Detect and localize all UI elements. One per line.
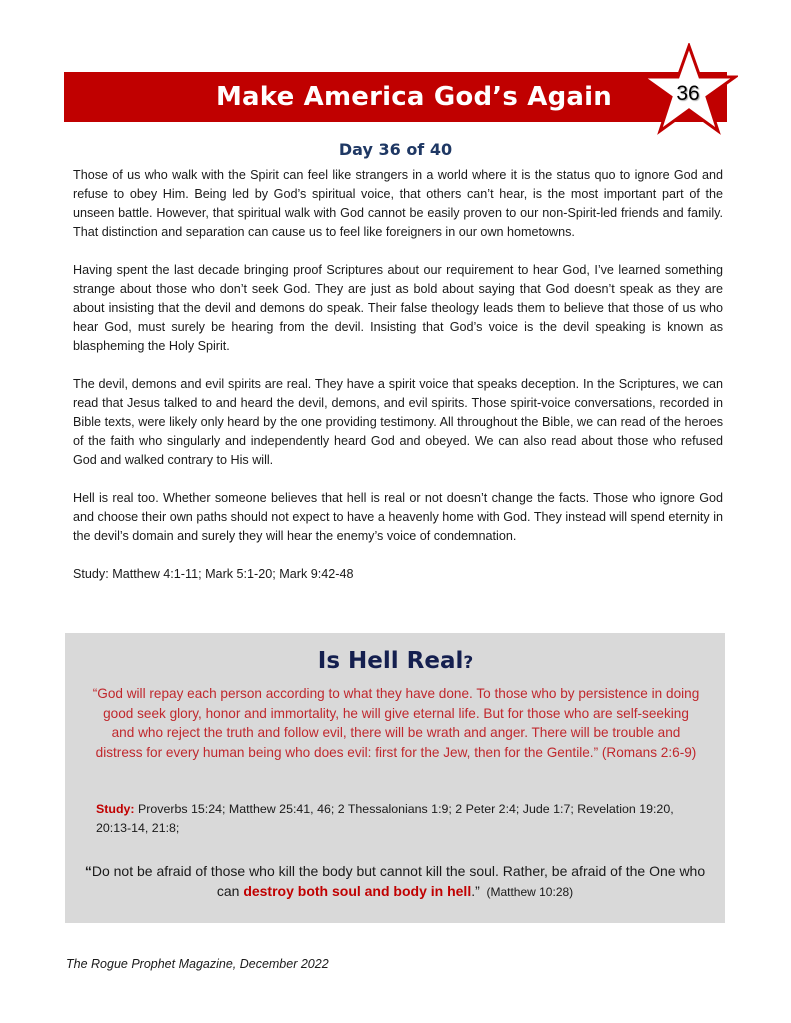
callout-title-mark: ?	[463, 653, 474, 673]
study-label: Study:	[96, 802, 135, 816]
day-number-badge: 36	[676, 82, 700, 105]
banner-title: Make America God’s Again	[215, 82, 612, 112]
verse-reference: (Matthew 10:28)	[479, 885, 574, 899]
paragraph: Those of us who walk with the Spirit can feel like strangers in a world where it is the status quo to ignore God and refuse to obey Him. Being led by God’s spiritual voice, that others can’t hear, is the most important part of the unseen battle. However, that spiritual walk with God cannot be easily proven to our non-Spirit-led friends and family. That distinction and separation can cause us to feel like foreigners in our own hometowns.	[73, 168, 723, 239]
callout-title	[0, 648, 791, 674]
romans-quote: “God will repay each person according to what they have done. To those who by persistence in doing good seek glory, honor and immortality, he will give eternal life. But for those who are self-seeking and who reject the truth and follow evil, there will be wrath and anger. There will be trouble and distress for every human being who does evil: first for the Jew, then for the Gentile.” (Romans 2:6-9)	[92, 686, 700, 760]
paragraph: Hell is real too. Whether someone believes that hell is real or not doesn’t change the facts. Those who ignore God and choose their own paths should not expect to have a heavenly home with God. They instead will spend eternity in the devil’s domain and surely they will hear the enemy’s voice of condemnation.	[73, 491, 723, 543]
verse-emphasis: destroy both soul and body in hell	[243, 883, 472, 899]
article-body	[73, 166, 723, 584]
day-label: Day 36 of 40	[338, 140, 453, 159]
verse-text: Do not be afraid of those who kill the body but cannot kill the soul. Rather, be afraid of the One who can	[91, 863, 706, 899]
footer-credit: The Rogue Prophet Magazine, December 2022	[66, 957, 329, 971]
paragraph: Having spent the last decade bringing proof Scriptures about our requirement to hear God, I’ve learned something strange about those who don’t seek God. They are just as bold about saying that God doesn’t speak as they are about insisting that the devil and demons do speak. Their false theology leads them to believe that those of us who hear God, must surely be hearing from the devil. Insisting that God’s voice is the devil speaking is known as blaspheming the Holy Spirit.	[73, 263, 723, 353]
close-quote: .”	[471, 883, 480, 899]
paragraph: The devil, demons and evil spirits are real. They have a spirit voice that speaks deception. In the Scriptures, we can read that Jesus talked to and heard the devil, demons, and evil spirits. Those spirit-voice conversations, recorded in Bible texts, were likely only heard by the one providing testimony. All throughout the Bible, we can read of the heroes of the faith who singularly and independently heard God and obeyed. We can also read about those who refused God and walked contrary to His will.	[73, 377, 723, 467]
callout-title-text: Is Hell Real	[317, 648, 464, 674]
callout-study	[96, 800, 696, 838]
matthew-quote	[80, 861, 710, 902]
open-quote: “	[84, 863, 92, 879]
study-references: Study: Matthew 4:1-11; Mark 5:1-20; Mark 9:42-48	[73, 567, 354, 581]
study-refs: Proverbs 15:24; Matthew 25:41, 46; 2 Thessalonians 1:9; 2 Peter 2:4; Jude 1:7; Revelation 19:20, 20:13-14, 21:8;	[96, 802, 674, 835]
